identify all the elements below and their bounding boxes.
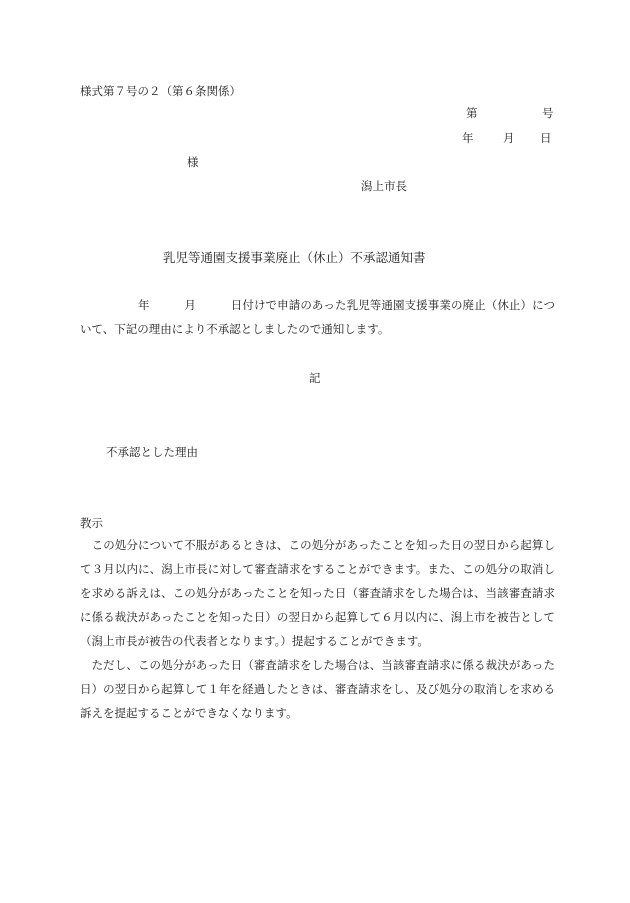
- document-title: 乳児等通園支援事業廃止（休止）不承認通知書: [163, 250, 426, 265]
- date-day-label: 日: [540, 131, 552, 145]
- reason-label: 不承認とした理由: [106, 445, 198, 459]
- date-year-label: 年: [462, 131, 474, 145]
- addressee-suffix: 様: [187, 155, 199, 169]
- document-number-label: 第: [466, 106, 478, 120]
- intro-paragraph: 年 月 日付けで申請のあった乳児等通園支援事業の廃止（休止）について、下記の理由により不承認としましたので通知します。: [80, 298, 555, 336]
- issuer-name: 潟上市長: [361, 179, 407, 193]
- date-month-label: 月: [503, 131, 515, 145]
- instructions-paragraph-1: この処分について不服があるときは、この処分があったことを知った日の翌日から起算して３月以内に、潟上市長に対して審査請求をすることができます。また、この処分の取消しを求める訴えは、この処分があったことを知った日（審査請求をした場合は、当該審査請求に係る裁決があったことを知った日）の翌日から起算して６月以内に、潟上市を被告として（潟上市長が被告の代表者となります。）提起することができます。: [80, 538, 555, 648]
- document-number-suffix: 号: [542, 106, 554, 120]
- instructions-heading: 教示: [80, 516, 103, 530]
- ki-heading: 記: [309, 371, 321, 385]
- form-number: 様式第７号の２（第６条関係）: [80, 84, 241, 98]
- instructions-paragraph-2: ただし、この処分があった日（審査請求をした場合は、当該審査請求に係る裁決があった日）の翌日から起算して１年を経過したときは、審査請求をし、及び処分の取消しを求める訴えを提起することができなくなります。: [80, 658, 555, 720]
- instructions-body: [80, 533, 555, 725]
